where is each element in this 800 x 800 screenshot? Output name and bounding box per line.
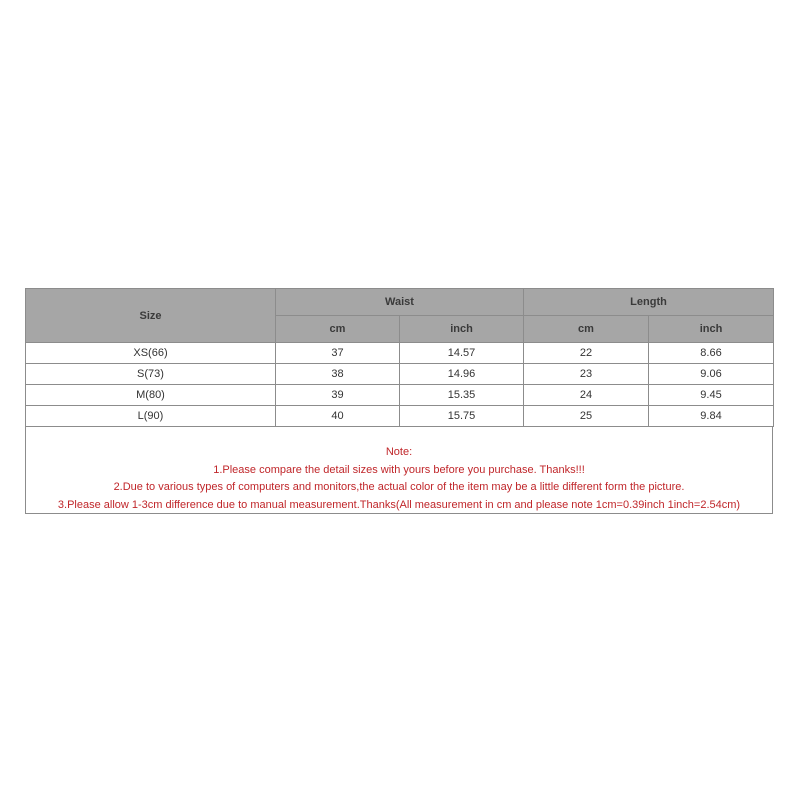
cell-size: L(90) <box>26 406 276 427</box>
cell-size: XS(66) <box>26 343 276 364</box>
cell-length-inch: 8.66 <box>649 343 774 364</box>
header-size: Size <box>26 289 276 343</box>
table-row <box>26 364 774 385</box>
note-line-1: 1.Please compare the detail sizes with yours before you purchase. Thanks!!! <box>213 463 585 476</box>
cell-waist-cm: 37 <box>276 343 400 364</box>
size-table <box>25 288 774 427</box>
header-length-cm: cm <box>524 316 649 343</box>
notes-title: Note: <box>385 446 413 458</box>
cell-size: S(73) <box>26 364 276 385</box>
notes-spacer <box>26 427 772 444</box>
table-row <box>26 343 774 364</box>
cell-waist-inch: 14.57 <box>400 343 524 364</box>
cell-waist-inch: 14.96 <box>400 364 524 385</box>
note-line-2: 2.Due to various types of computers and monitors,the actual color of the item may be a little different form the picture. <box>113 481 685 493</box>
cell-length-inch: 9.84 <box>649 406 774 427</box>
table-row <box>26 406 774 427</box>
header-waist: Waist <box>276 289 524 316</box>
cell-length-cm: 22 <box>524 343 649 364</box>
cell-length-cm: 23 <box>524 364 649 385</box>
cell-size: M(80) <box>26 385 276 406</box>
cell-length-inch: 9.45 <box>649 385 774 406</box>
header-length: Length <box>524 289 774 316</box>
cell-length-cm: 25 <box>524 406 649 427</box>
header-length-inch: inch <box>649 316 774 343</box>
cell-length-cm: 24 <box>524 385 649 406</box>
cell-waist-cm: 40 <box>276 406 400 427</box>
cell-waist-cm: 38 <box>276 364 400 385</box>
notes-box <box>25 427 773 514</box>
cell-waist-cm: 39 <box>276 385 400 406</box>
cell-waist-inch: 15.75 <box>400 406 524 427</box>
cell-waist-inch: 15.35 <box>400 385 524 406</box>
table-row <box>26 385 774 406</box>
header-waist-cm: cm <box>276 316 400 343</box>
note-line-3: 3.Please allow 1-3cm difference due to manual measurement.Thanks(All measurement in cm and please note 1cm=0.39inch 1inch=2.54cm) <box>57 498 741 511</box>
header-waist-inch: inch <box>400 316 524 343</box>
size-chart <box>25 288 773 514</box>
cell-length-inch: 9.06 <box>649 364 774 385</box>
